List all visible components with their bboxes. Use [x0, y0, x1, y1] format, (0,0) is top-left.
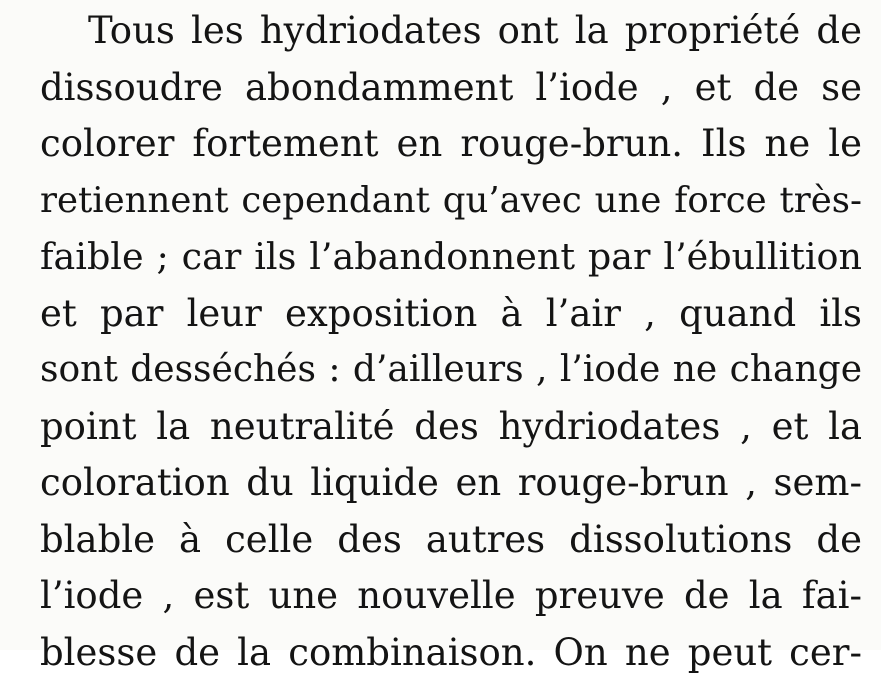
text-line-2: dissoudre abondamment l’iode , et de se	[40, 60, 862, 117]
text-line-3: colorer fortement en rouge-brun. Ils ne le	[40, 116, 862, 173]
paragraph	[40, 0, 862, 681]
text-line-6: et par leur exposition à l’air , quand ils	[40, 286, 862, 343]
text-line-12: blesse de la combinaison. On ne peut cer-	[40, 625, 862, 681]
text-line-7: sont desséchés : d’ailleurs , l’iode ne change	[40, 342, 862, 399]
text-line-11: l’iode , est une nouvelle preuve de la fai-	[40, 568, 862, 625]
text-line-8: point la neutralité des hydriodates , et la	[40, 399, 862, 456]
text-line-10: blable à celle des autres dissolutions de	[40, 512, 862, 569]
text-line-1: Tous les hydriodates ont la propriété de	[40, 3, 862, 60]
text-line-9: coloration du liquide en rouge-brun , sem-	[40, 455, 862, 512]
text-line-5: faible ; car ils l’abandonnent par l’ébullition	[40, 229, 862, 286]
text-line-4: retiennent cependant qu’avec une force très-	[40, 173, 862, 230]
